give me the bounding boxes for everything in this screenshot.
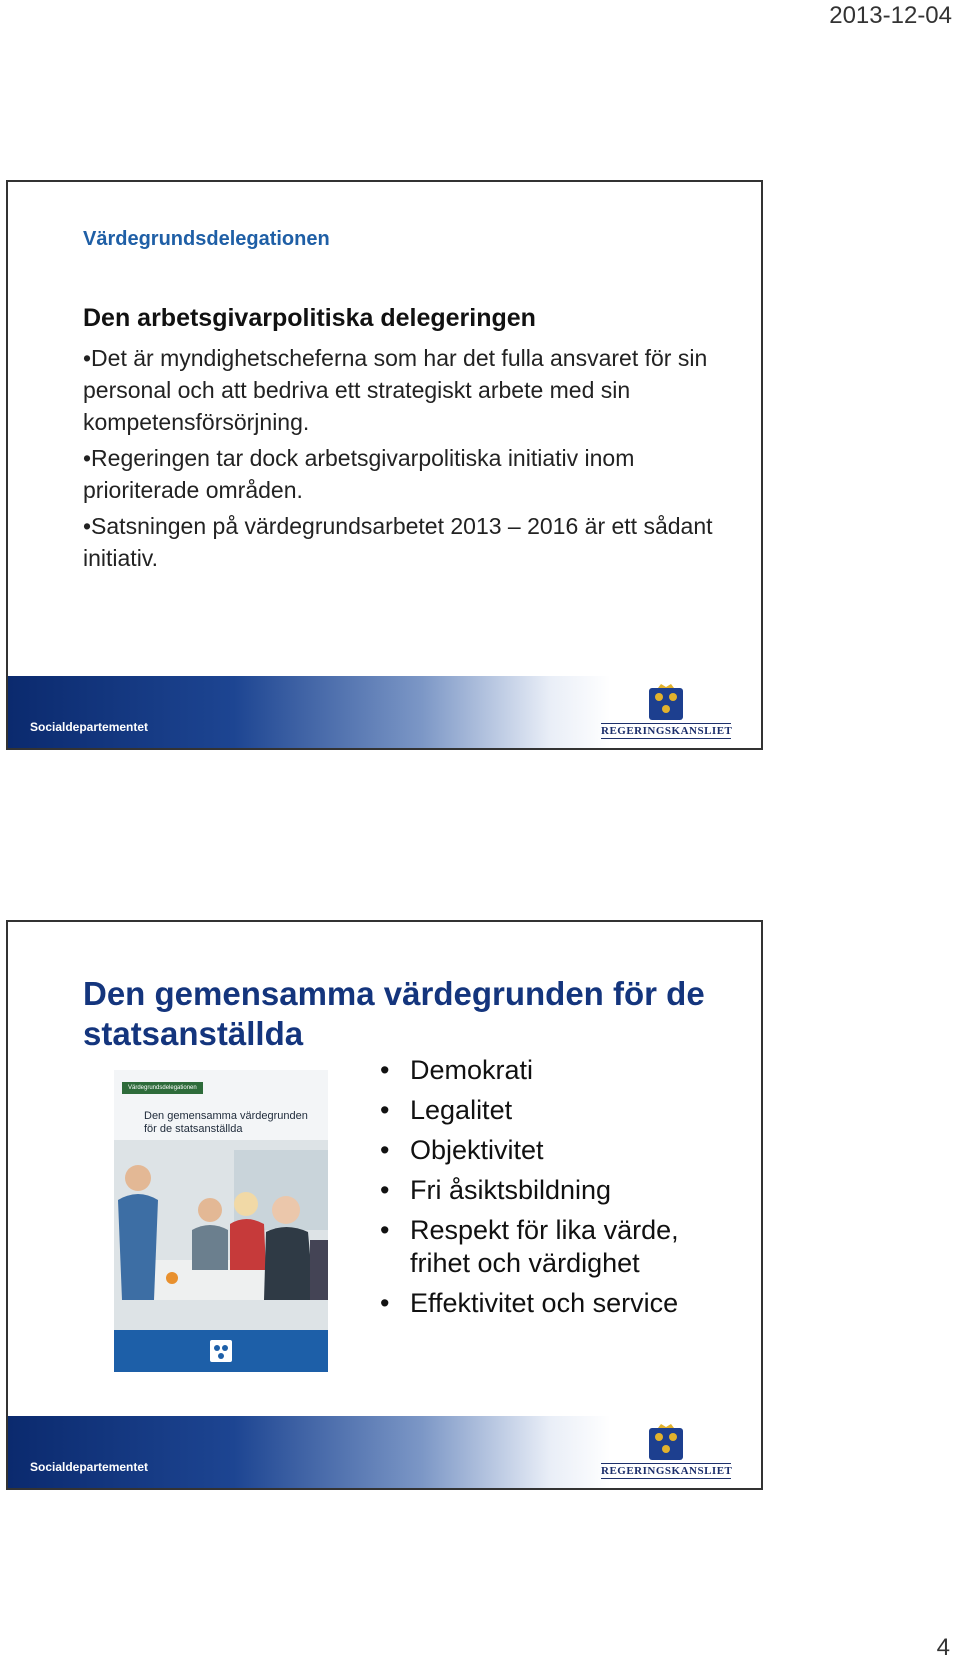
slide-body <box>83 342 723 578</box>
value-text: Legalitet <box>410 1095 513 1125</box>
slide-2 <box>6 920 763 1490</box>
logo-wordmark: REGERINGSKANSLIET <box>601 1465 733 1477</box>
value-text: Fri åsiktsbildning <box>410 1175 612 1205</box>
slide-1 <box>6 180 763 750</box>
page-number: 4 <box>936 1634 950 1661</box>
bullet-text: •Det är myndighetscheferna som har det fulla ansvaret för sin personal och att bedriva ett strategiskt arbete med sin kompetensförsörjning. <box>83 345 708 435</box>
three-crowns-icon <box>646 684 686 722</box>
regeringskansliet-logo <box>601 1424 731 1482</box>
value-text: Respekt för lika värde, frihet och värdighet <box>410 1215 679 1278</box>
list-item <box>380 1174 720 1207</box>
footer-band <box>8 1416 761 1488</box>
list-item <box>380 1287 720 1320</box>
value-list <box>380 1054 720 1327</box>
footer-department: Socialdepartementet <box>30 1460 149 1474</box>
cover-title: Den gemensamma värdegrunden för de statsanställda <box>144 1110 308 1135</box>
logo-wordmark: REGERINGSKANSLIET <box>601 725 733 737</box>
three-crowns-icon <box>646 1424 686 1462</box>
bullet-icon: • <box>380 1095 390 1125</box>
bullet-icon: • <box>380 1135 390 1165</box>
list-item <box>380 1094 720 1127</box>
bullet-icon: • <box>380 1215 390 1245</box>
bullet-icon: • <box>380 1288 390 1318</box>
slide-heading: Den gemensamma värdegrunden för de statsanställda <box>83 975 705 1052</box>
value-text: Objektivitet <box>410 1135 544 1165</box>
slide-heading: Den arbetsgivarpolitiska delegeringen <box>83 304 536 332</box>
footer-band <box>8 676 761 748</box>
bullet-text: •Satsningen på värdegrundsarbetet 2013 – 2016 är ett sådant initiativ. <box>83 513 713 571</box>
cover-tag: Värdegrundsdelegationen <box>122 1082 203 1094</box>
bullet-text: •Regeringen tar dock arbetsgivarpolitiska initiativ inom prioriterade områden. <box>83 445 635 503</box>
cover-crown-icon <box>206 1336 236 1366</box>
value-text: Demokrati <box>410 1055 534 1085</box>
bullet-icon: • <box>380 1055 390 1085</box>
list-item <box>380 1214 720 1280</box>
footer-department: Socialdepartementet <box>30 720 149 734</box>
regeringskansliet-logo <box>601 684 731 742</box>
bullet-icon: • <box>380 1175 390 1205</box>
meeting-photo <box>114 1140 328 1330</box>
slide-label: Värdegrundsdelegationen <box>83 228 330 250</box>
publication-cover-image <box>114 1070 328 1372</box>
value-text: Effektivitet och service <box>410 1288 679 1318</box>
list-item <box>380 1054 720 1087</box>
list-item <box>380 1134 720 1167</box>
page-date: 2013-12-04 <box>829 2 952 29</box>
